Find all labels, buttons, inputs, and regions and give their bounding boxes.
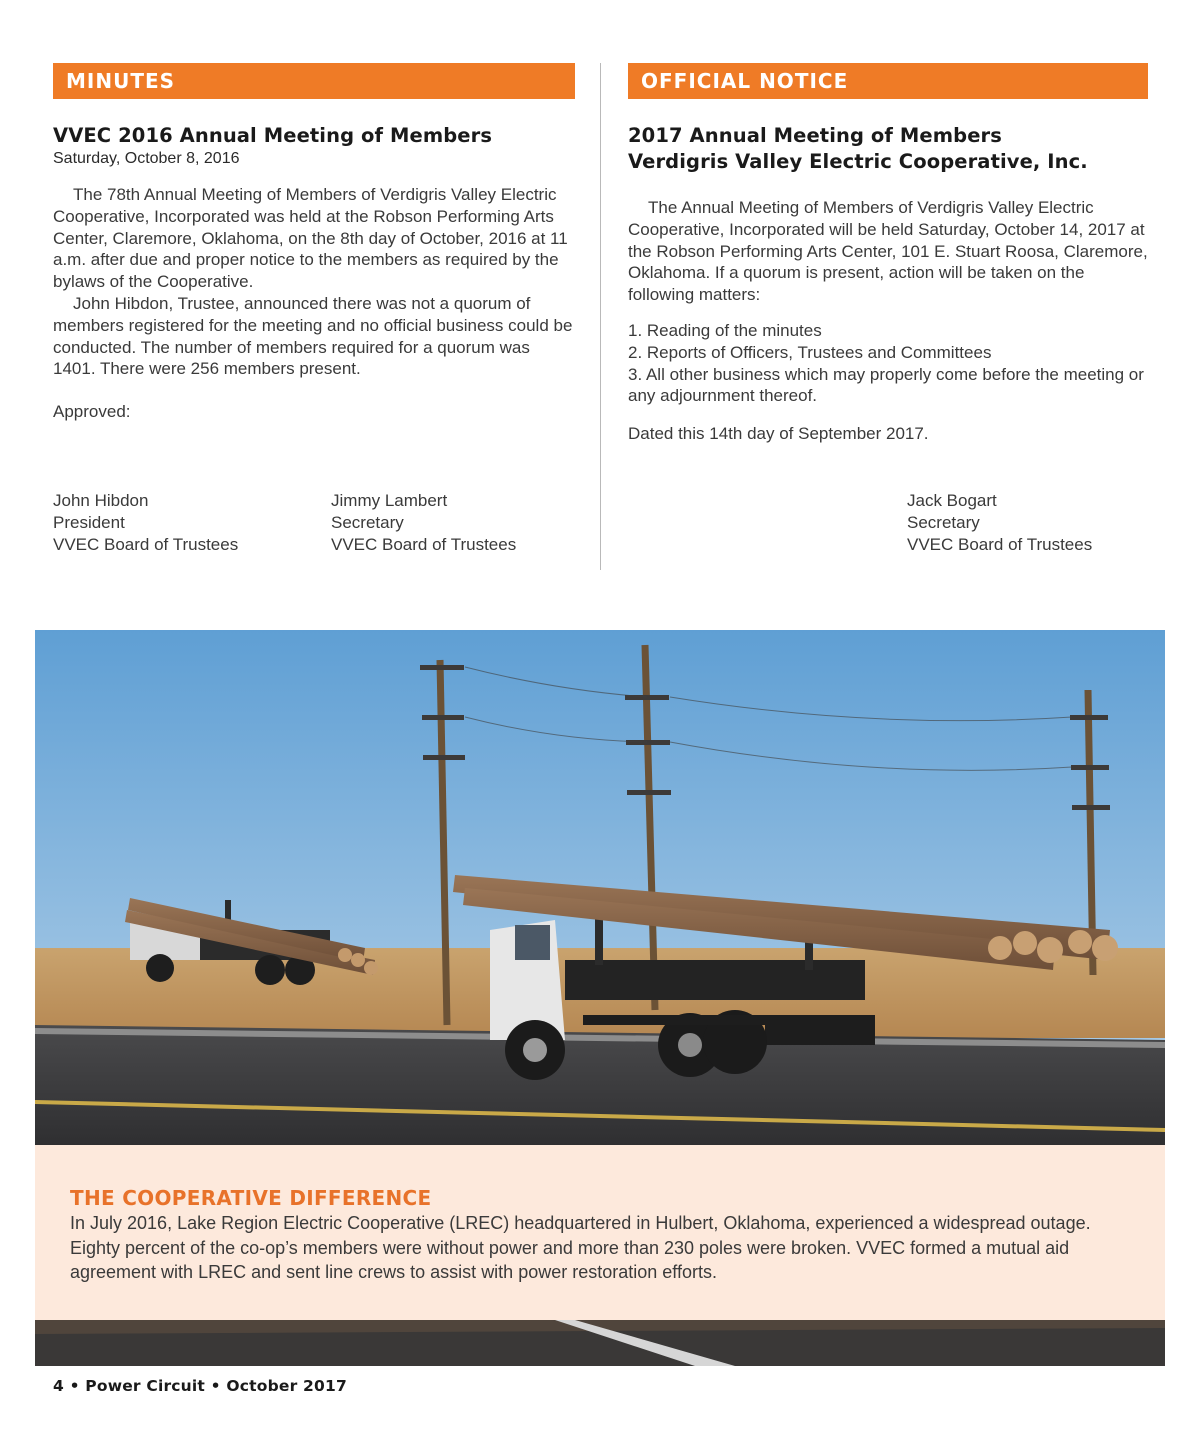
notice-column xyxy=(628,63,1148,445)
signature-block xyxy=(53,490,238,556)
trucks-photo xyxy=(35,630,1165,1145)
minutes-paragraph: The 78th Annual Meeting of Members of Verdigris Valley Electric Cooperative, Incorporated was held at the Robson Performing Arts Center, Claremore, Oklahoma, on the 8th day of October, 2016 at 11 a.m. after due and proper notice to the members as required by the bylaws of the Cooperative. xyxy=(53,185,568,292)
signature-role: Secretary xyxy=(331,513,404,532)
signature-role: Secretary xyxy=(907,513,980,532)
agenda-item: 3. All other business which may properly come before the meeting or any adjournment thereof. xyxy=(628,364,1144,406)
approved-label: Approved: xyxy=(53,402,131,422)
notice-paragraph: The Annual Meeting of Members of Verdigris Valley Electric Cooperative, Incorporated will be held Saturday, October 14, 2017 at the Robson Performing Arts Center, 101 E. Stuart Roosa, Claremore, Oklahoma. If a quorum is present, action will be taken on the following matters: xyxy=(628,198,1148,305)
dated-line: Dated this 14th day of September 2017. xyxy=(628,424,929,444)
signature-name: Jimmy Lambert xyxy=(331,491,448,510)
agenda-item: 2. Reports of Officers, Trustees and Committees xyxy=(628,342,992,362)
callout-title: THE COOPERATIVE DIFFERENCE xyxy=(70,1186,432,1210)
callout-text: In July 2016, Lake Region Electric Cooperative (LREC) headquartered in Hulbert, Oklahoma, experienced a widespread outage. Eighty percent of the co-op’s members were without power and more than 230 poles were broken. VVEC formed a mutual aid agreement with LREC and sent line crews to assist with power restoration efforts. xyxy=(70,1213,1091,1282)
signature-org: VVEC Board of Trustees xyxy=(907,535,1093,554)
notice-body xyxy=(628,197,1148,445)
column-divider xyxy=(600,63,601,570)
page-footer: 4 • Power Circuit • October 2017 xyxy=(53,1377,347,1395)
notice-title-line: 2017 Annual Meeting of Members xyxy=(628,124,1002,147)
signature-role: President xyxy=(53,513,125,532)
signature-org: VVEC Board of Trustees xyxy=(53,535,239,554)
signature-block xyxy=(907,490,1092,556)
road-photo-strip xyxy=(35,1320,1165,1366)
agenda-list xyxy=(628,320,1148,407)
minutes-column xyxy=(53,63,575,423)
notice-banner: OFFICIAL NOTICE xyxy=(628,63,1148,99)
minutes-paragraph: John Hibdon, Trustee, announced there was not a quorum of members registered for the meeting and no official business could be conducted. The number of members required for a quorum was 1401. There were 256 members present. xyxy=(53,293,573,379)
agenda-item: 1. Reading of the minutes xyxy=(628,320,822,340)
signature-block xyxy=(331,490,516,556)
notice-title xyxy=(628,123,1148,175)
minutes-body xyxy=(53,184,575,423)
minutes-title: VVEC 2016 Annual Meeting of Members xyxy=(53,124,493,147)
cooperative-difference-callout xyxy=(35,1145,1165,1320)
notice-title-line: Verdigris Valley Electric Cooperative, Inc. xyxy=(628,150,1088,173)
minutes-date: Saturday, October 8, 2016 xyxy=(53,150,240,167)
signature-name: John Hibdon xyxy=(53,491,149,510)
signature-org: VVEC Board of Trustees xyxy=(331,535,517,554)
minutes-banner: MINUTES xyxy=(53,63,575,99)
signature-name: Jack Bogart xyxy=(907,491,997,510)
